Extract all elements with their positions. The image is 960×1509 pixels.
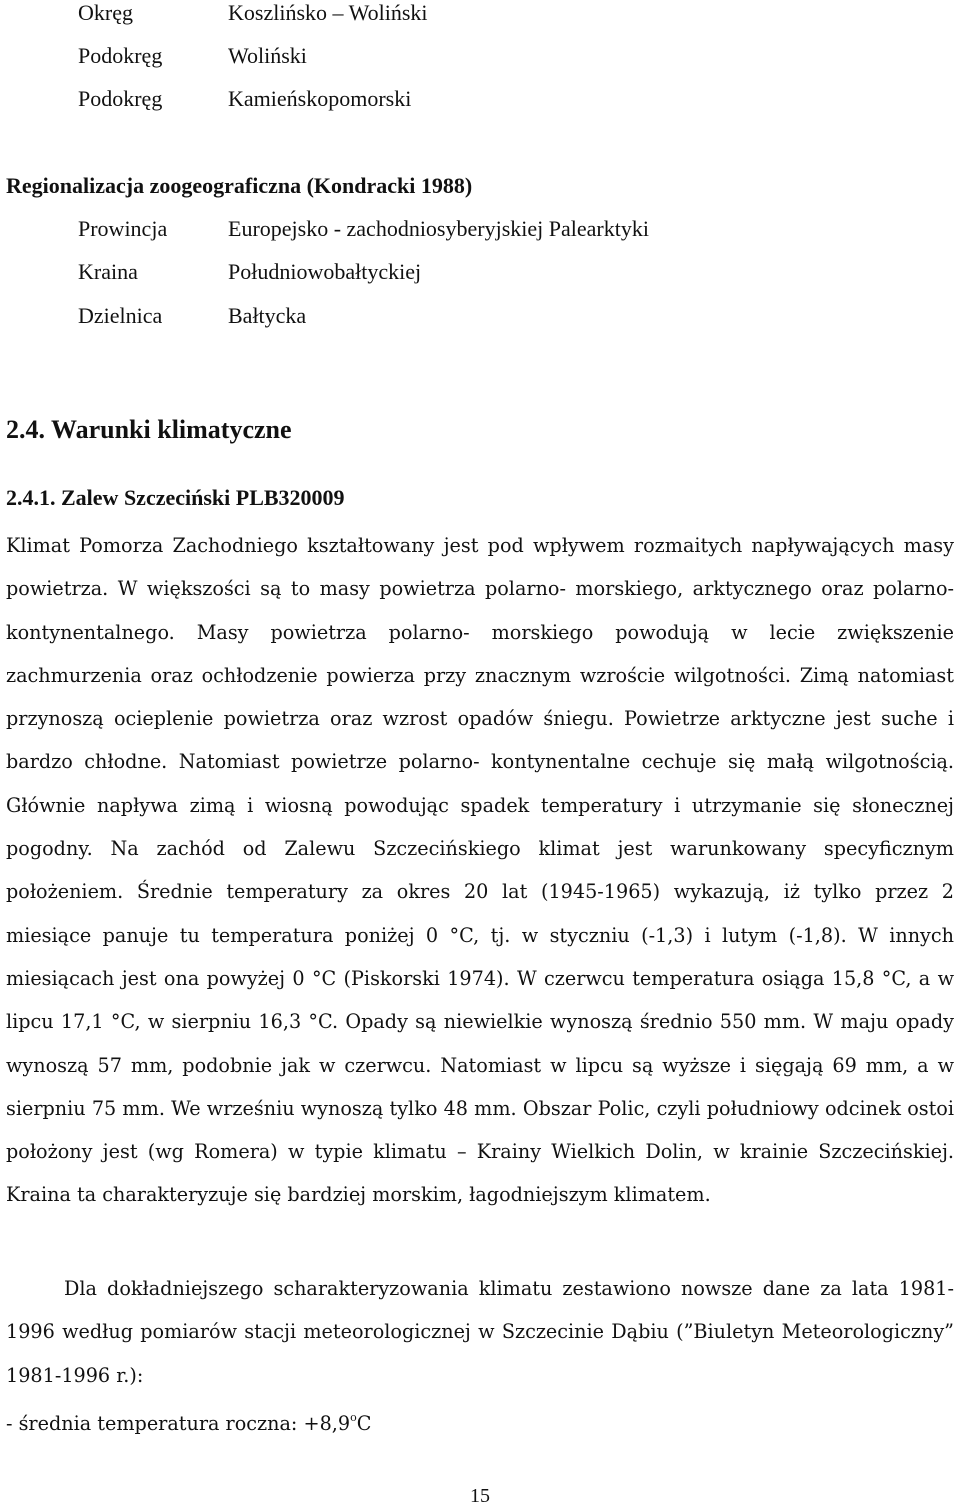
subsection-heading: 2.4.1. Zalew Szczeciński PLB320009 — [6, 485, 345, 510]
page-number: 15 — [470, 1485, 490, 1507]
section-heading: 2.4. Warunki klimatyczne — [6, 415, 292, 444]
zoo-region-value: Bałtycka — [228, 303, 307, 328]
annual-temperature-text: - średnia temperatura roczna: +8,9 — [6, 1412, 351, 1435]
region-key: Podokręg — [78, 43, 163, 68]
data-source-paragraph: Dla dokładniejszego scharakteryzowania klimatu zestawiono nowsze dane za lata 1981-1996 według pomiarów stacji meteorologicznej w Szczecinie Dąbiu (”Biuletyn Meteorologiczny” 1981-1996 r.): — [6, 1277, 954, 1387]
zoogeography-heading: Regionalizacja zoogeograficzna (Kondracki 1988) — [6, 173, 473, 198]
annual-temperature-item — [6, 1396, 371, 1445]
zoo-region-key: Dzielnica — [78, 303, 163, 328]
region-key: Okręg — [78, 0, 133, 25]
degree-mark: o — [350, 1411, 357, 1424]
zoo-region-value: Europejsko - zachodniosyberyjskiej Palearktyki — [228, 216, 649, 241]
region-value: Koszlińsko – Woliński — [228, 0, 428, 25]
zoo-region-key: Kraina — [78, 259, 138, 284]
climate-paragraph: Klimat Pomorza Zachodniego kształtowany jest pod wpływem rozmaitych napływających masy powietrza. W większości są to masy powietrza polarno- morskiego, arktycznego oraz polarno- kontynentalnego. Masy powietrza polarno- morskiego powodują w lecie zwiększenie zachmurzenia oraz ochłodzenie powierza przy znacznym wzroście wilgotności. Zimą natomiast przynoszą ocieplenie powietrza oraz wzrost opadów śniegu. Powietrze arktyczne jest suche i bardzo chłodne. Natomiast powietrze polarno- kontynentalne cechuje się małą wilgotnością. Głównie napływa zimą i wiosną powodując spadek temperatury i utrzymanie się słonecznej pogodny. Na zachód od Zalewu Szczecińskiego klimat jest warunkowany specyficznym położeniem. Średnie temperatury za okres 20 lat (1945-1965) wykazują, iż tylko przez 2 miesiące panuje tu temperatura poniżej 0 °C, tj. w styczniu (-1,3) i lutym (-1,8). W innych miesiącach jest ona powyżej 0 °C (Piskorski 1974). W czerwcu temperatura osiąga 15,8 °C, a w lipcu 17,1 °C, w sierpniu 16,3 °C. Opady są niewielkie wynoszą średnio 550 mm. W maju opady wynoszą 57 mm, podobnie jak w czerwcu. Natomiast w lipcu są wyższe i sięgają 69 mm, a w sierpniu 75 mm. We wrześniu wynoszą tylko 48 mm. Obszar Polic, czyli południowy odcinek ostoi położony jest (wg Romera) w typie klimatu – Krainy Wielkich Dolin, w krainie Szczecińskiej. Kraina ta charakteryzuje się bardziej morskim, łagodniejszym klimatem. — [6, 534, 954, 1207]
region-key: Podokręg — [78, 86, 163, 111]
region-value: Kamieńskopomorski — [228, 86, 412, 111]
zoo-region-value: Południowobałtyckiej — [228, 259, 422, 284]
zoo-region-key: Prowincja — [78, 216, 168, 241]
region-value: Woliński — [228, 43, 307, 68]
temperature-unit: C — [356, 1412, 372, 1435]
